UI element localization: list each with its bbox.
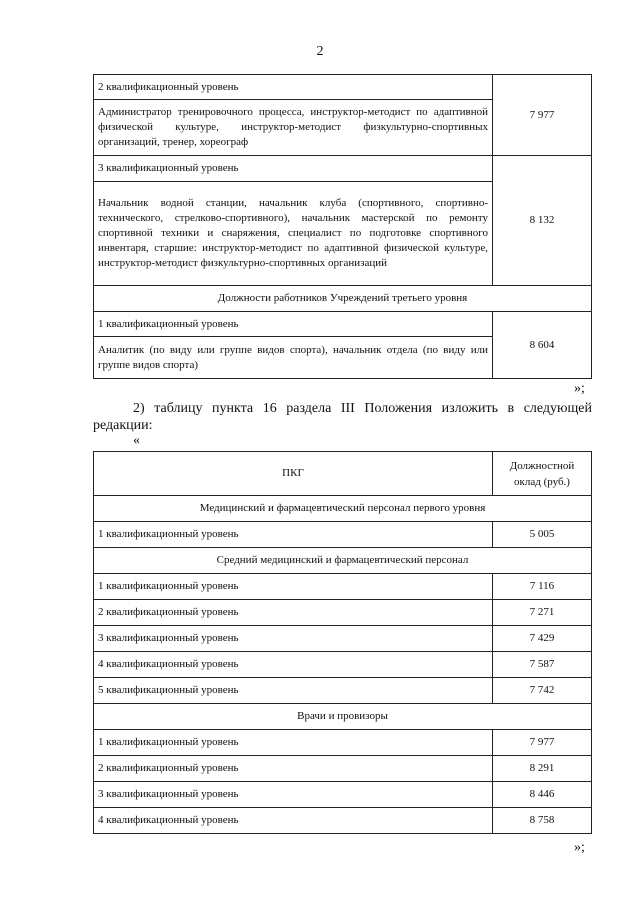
header-pkg: ПКГ <box>94 452 493 496</box>
table-row <box>94 626 592 652</box>
salary-value: 8 132 <box>493 156 592 286</box>
level-label: 4 квалификационный уровень <box>94 808 493 834</box>
table-row <box>94 496 592 522</box>
position-description: Аналитик (по виду или группе видов спорта), начальник отдела (по виду или группе видов спорта) <box>94 337 493 379</box>
closing-quote: »; <box>574 381 585 396</box>
salary-value: 7 742 <box>493 678 592 704</box>
table-row <box>94 808 592 834</box>
section-heading: Медицинский и фармацевтический персонал первого уровня <box>94 496 592 522</box>
position-description: Начальник водной станции, начальник клуба (спортивного, спортивно-технического, стрелково-спортивного), начальник мастерской по ремонту спортивной техники и снаряжения, специалист по подготовке спортивного инвентаря, старшие: инструктор-методист по адаптивной физической культуре, инструктор-методист физкультурно-спортивных организаций <box>94 182 493 286</box>
level-label: 1 квалификационный уровень <box>94 574 493 600</box>
table-physical-culture-positions <box>93 74 592 379</box>
amendment-paragraph: 2) таблицу пункта 16 раздела III Положения изложить в следующей редакции: <box>93 401 592 433</box>
salary-value: 7 429 <box>493 626 592 652</box>
level-label: 1 квалификационный уровень <box>94 312 493 337</box>
table-row <box>94 156 592 182</box>
salary-value: 5 005 <box>493 522 592 548</box>
table-row <box>94 522 592 548</box>
table-row <box>94 75 592 100</box>
level-label: 2 квалификационный уровень <box>94 600 493 626</box>
salary-value: 8 604 <box>493 312 592 379</box>
level-label: 2 квалификационный уровень <box>94 75 493 100</box>
table-row <box>94 678 592 704</box>
table-row <box>94 548 592 574</box>
level-label: 3 квалификационный уровень <box>94 626 493 652</box>
salary-value: 7 271 <box>493 600 592 626</box>
header-salary: Должностной оклад (руб.) <box>493 452 592 496</box>
salary-value: 7 587 <box>493 652 592 678</box>
table-header-row <box>94 452 592 496</box>
salary-value: 8 291 <box>493 756 592 782</box>
table-row <box>94 312 592 337</box>
opening-quote: « <box>133 433 140 448</box>
section-heading: Должности работников Учреждений третьего уровня <box>94 286 592 312</box>
salary-value: 7 977 <box>493 75 592 156</box>
salary-value: 8 446 <box>493 782 592 808</box>
table-row <box>94 704 592 730</box>
salary-value: 7 977 <box>493 730 592 756</box>
page-number: 2 <box>316 44 324 59</box>
level-label: 4 квалификационный уровень <box>94 652 493 678</box>
level-label: 3 квалификационный уровень <box>94 156 493 182</box>
level-label: 1 квалификационный уровень <box>94 522 493 548</box>
position-description: Администратор тренировочного процесса, инструктор-методист по адаптивной физической культуре, инструктор-методист физкультурно-спортивных организаций, тренер, хореограф <box>94 100 493 156</box>
level-label: 3 квалификационный уровень <box>94 782 493 808</box>
table-row <box>94 730 592 756</box>
salary-value: 7 116 <box>493 574 592 600</box>
table-row <box>94 574 592 600</box>
closing-quote: »; <box>574 840 585 855</box>
table-row <box>94 286 592 312</box>
table-row <box>94 782 592 808</box>
table-row <box>94 600 592 626</box>
salary-value: 8 758 <box>493 808 592 834</box>
table-row <box>94 756 592 782</box>
section-heading: Врачи и провизоры <box>94 704 592 730</box>
level-label: 1 квалификационный уровень <box>94 730 493 756</box>
table-medical-positions <box>93 451 592 834</box>
level-label: 5 квалификационный уровень <box>94 678 493 704</box>
level-label: 2 квалификационный уровень <box>94 756 493 782</box>
table-row <box>94 652 592 678</box>
section-heading: Средний медицинский и фармацевтический персонал <box>94 548 592 574</box>
